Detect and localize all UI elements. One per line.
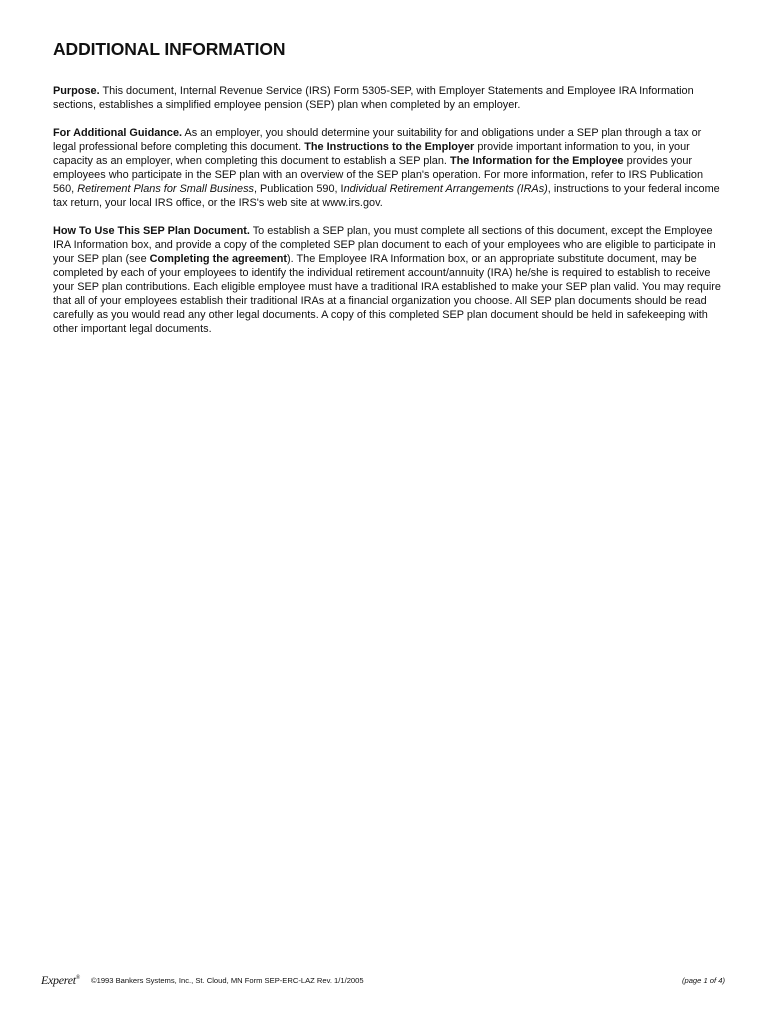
- purpose-text: This document, Internal Revenue Service (IRS) Form 5305-SEP, with Employer Statements and Employee IRA Information sections, establishes a simplified employee pension (SEP) plan when completed by an employer.: [53, 85, 694, 111]
- howto-paragraph: [53, 224, 725, 336]
- instructions-to-employer-emphasis: The Instructions to the Employer: [304, 141, 475, 153]
- howto-heading: How To Use This SEP Plan Document.: [53, 225, 250, 237]
- information-for-employee-emphasis: The Information for the Employee: [449, 155, 624, 167]
- howto-text-2: ). The Employee IRA Information box, or an appropriate substitute document, may be completed by each of your employees to identify the individual retirement account/annuity (IRA) he/she is required to establish to receive your SEP plan contributions. Each eligible employee must have a traditional IRA established to make your SEP plan valid. You may require that all of your employees establish their traditional IRAs at a financial organization you choose. All SEP plan documents should be read carefully as you would read any other legal documents. A copy of this completed SEP plan document should be held in safekeeping with other important legal documents.: [53, 253, 721, 335]
- experet-logo: [41, 973, 80, 988]
- guidance-paragraph: [53, 126, 725, 210]
- guidance-heading: For Additional Guidance.: [53, 127, 183, 139]
- copyright-notice: ©1993 Bankers Systems, Inc., St. Cloud, MN Form SEP-ERC-LAZ Rev. 1/1/2005: [91, 976, 364, 985]
- completing-agreement-emphasis: Completing the agreement: [149, 253, 288, 265]
- experet-logo-text: Experet: [41, 973, 76, 987]
- guidance-text-1: As an employer, you should determine your suitability for and obligations under a SEP plan through a tax or legal professional before completing this document.: [53, 127, 702, 153]
- purpose-paragraph: [53, 84, 725, 112]
- page-footer: [41, 972, 725, 992]
- guidance-text-3: provides your employees who participate in the SEP plan with an overview of the SEP plan's operation. For more information, refer to IRS Publication 560,: [53, 155, 704, 195]
- howto-text-1: To establish a SEP plan, you must complete all sections of this document, except the Employee IRA Information box, and provide a copy of the completed SEP plan document to each of your employees who are eligible to participate in your SEP plan (see: [53, 225, 716, 265]
- page-title: ADDITIONAL INFORMATION: [53, 39, 286, 59]
- publication-560-title: Retirement Plans for Small Business: [77, 183, 254, 195]
- guidance-text-5: , instructions to your federal income tax return, your local IRS office, or the IRS's web site at www.irs.gov.: [53, 183, 720, 209]
- purpose-heading: Purpose.: [53, 85, 100, 97]
- registered-mark: ®: [75, 975, 81, 981]
- page-number: (page 1 of 4): [681, 976, 725, 985]
- guidance-text-2: provide important information to you, in your capacity as an employer, when completing this document to establish a SEP plan.: [53, 141, 690, 167]
- publication-590-title: ndividual Retirement Arrangements (IRAs): [343, 183, 548, 195]
- guidance-text-4: , Publication 590, I: [253, 183, 344, 195]
